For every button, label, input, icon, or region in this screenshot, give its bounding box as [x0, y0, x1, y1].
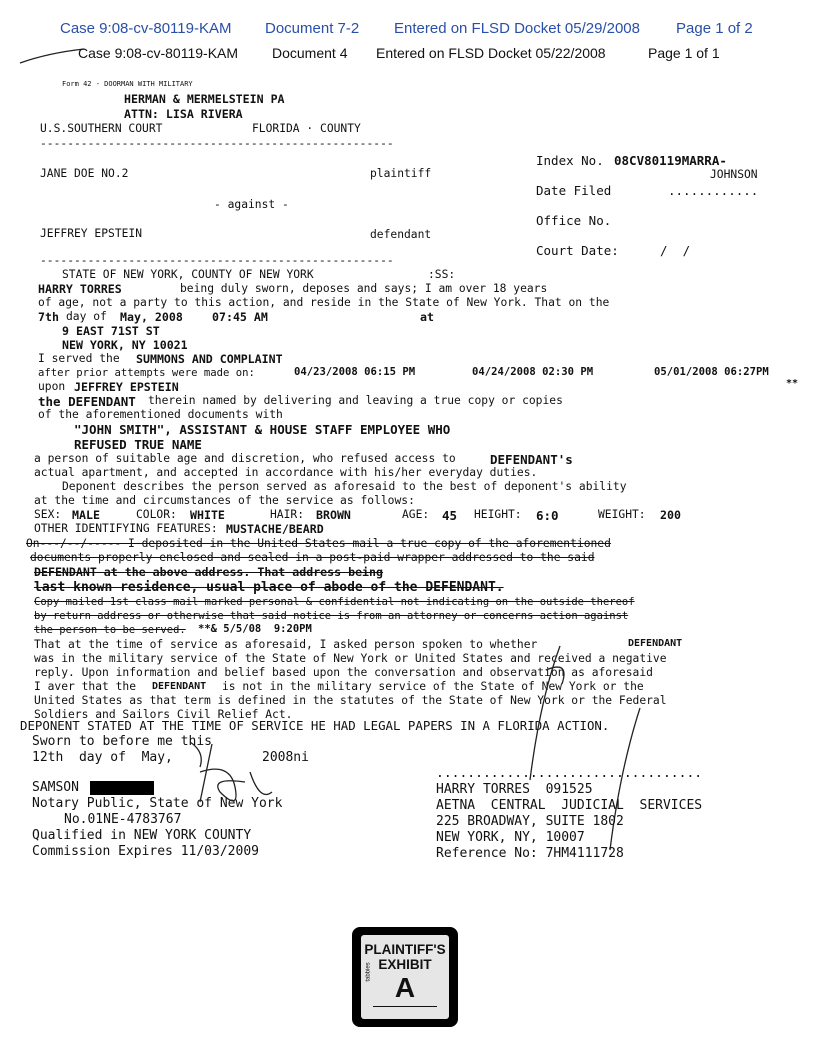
military-defendant: DEFENDANT	[628, 638, 683, 649]
filing-document: Document 7-2	[265, 20, 360, 37]
service-day: 7th	[38, 310, 59, 324]
sex-value: MALE	[72, 508, 100, 522]
hair-label: HAIR:	[270, 508, 305, 521]
jurat-year: 2008ni	[262, 750, 309, 765]
date-filed-label: Date Filed	[536, 183, 612, 198]
inner-page: Page 1 of 1	[648, 45, 720, 61]
military-line: reply. Upon information and belief based upon the conversation and observation as aforesaid	[34, 666, 653, 679]
firm-name: HERMAN & MERMELSTEIN PA	[124, 92, 285, 106]
court-date-label: Court Date:	[536, 243, 619, 258]
server-reference: Reference No: 7HM4111728	[436, 846, 624, 861]
jurat-sworn: Sworn to before me this	[32, 734, 213, 749]
jurat-day: 12th day of May,	[32, 750, 173, 765]
struck-line: last known residence, usual place of abode of the DEFENDANT.	[34, 580, 504, 595]
date-filed-value: ............	[668, 183, 759, 198]
struck-line: DEFENDANT at the above address. That address being	[34, 565, 384, 579]
affidavit-line: being duly sworn, deposes and says; I am over 18 years	[180, 282, 548, 295]
features-value: MUSTACHE/BEARD	[226, 522, 324, 536]
filing-page: Page 1 of 2	[676, 20, 753, 37]
service-time: 07:45 AM	[212, 310, 268, 324]
firm-attn: ATTN: LISA RIVERA	[124, 107, 243, 121]
server-name-id: HARRY TORRES 091525	[436, 782, 593, 797]
redaction-box	[90, 781, 154, 795]
struck-line: the person to be served.	[34, 624, 186, 636]
service-address-1: 9 EAST 71ST ST	[62, 324, 160, 338]
affidavit-line: of age, not a party to this action, and reside in the State of New York. That on the	[38, 296, 610, 309]
notary-signature	[160, 732, 280, 822]
affidavit-line: at the time and circumstances of the service as follows:	[34, 494, 415, 507]
server-signature-2	[580, 700, 660, 860]
exhibit-vendor: tabbies	[365, 962, 372, 982]
affidavit-line: of the aforementioned documents with	[38, 408, 283, 421]
color-value: WHITE	[190, 508, 225, 522]
military-line: I aver that the	[34, 680, 137, 693]
server-address-2: NEW YORK, NY, 10007	[436, 830, 585, 845]
venue: STATE OF NEW YORK, COUNTY OF NEW YORK	[62, 268, 314, 281]
exhibit-underline	[373, 1006, 437, 1007]
inner-entered: Entered on FLSD Docket 05/22/2008	[376, 45, 606, 61]
service-address-2: NEW YORK, NY 10021	[62, 338, 188, 352]
divider-top: ----------------------------------------------------	[40, 137, 394, 150]
signature-line: ..................................	[436, 766, 703, 781]
sex-label: SEX:	[34, 508, 62, 521]
military-line: was in the military service of the State of New York or United States and received a negative	[34, 652, 667, 665]
against-text: - against -	[214, 198, 289, 211]
the-defendant: the DEFENDANT	[38, 394, 136, 409]
recipient-line-2: REFUSED TRUE NAME	[74, 437, 202, 452]
struck-line: Copy mailed 1st class mail marked personal & confidential not indicating on the outside thereof	[34, 596, 635, 608]
defendant-name: JEFFREY EPSTEIN	[40, 227, 143, 240]
affidavit-line: a person of suitable age and discretion, who refused access to	[34, 452, 456, 465]
age-label: AGE:	[402, 508, 430, 521]
exhibit-letter: A	[394, 972, 416, 1003]
affidavit-line: actual apartment, and accepted in accordance with his/her everyday duties.	[34, 466, 538, 479]
filing-case: Case 9:08-cv-80119-KAM	[60, 20, 232, 37]
handwritten-stars: **	[786, 378, 799, 389]
court-county: FLORIDA · COUNTY	[252, 122, 361, 135]
military-line: United States as that term is defined in the statutes of the State of New York or the Federal	[34, 694, 667, 707]
age-value: 45	[442, 508, 458, 523]
exhibit-line-2: EXHIBIT	[378, 957, 432, 972]
service-date: May, 2008	[120, 310, 183, 324]
court-date-value: / /	[660, 243, 691, 258]
server-address-1: 225 BROADWAY, SUITE 1802	[436, 814, 624, 829]
index-value: 08CV80119MARRA-	[614, 153, 727, 168]
defendant-role: defendant	[370, 228, 432, 241]
inner-case: Case 9:08-cv-80119-KAM	[78, 45, 239, 61]
weight-value: 200	[660, 508, 681, 522]
exhibit-line-1: PLAINTIFF'S	[364, 942, 446, 957]
military-line: Soldiers and Sailors Civil Relief Act.	[34, 708, 293, 721]
notary-title: Notary Public, State of New York	[32, 796, 283, 811]
struck-line: by return address or otherwise that said notice is from an attorney or concerns action against	[34, 610, 629, 622]
venue-ss: :SS:	[428, 268, 456, 281]
index-label: Index No.	[536, 153, 604, 168]
attempt-2: 04/24/2008 02:30 PM	[472, 366, 594, 378]
height-value: 6:0	[536, 508, 559, 523]
served-documents: SUMMONS AND COMPLAINT	[136, 352, 283, 366]
defendants-word: DEFENDANT's	[490, 452, 573, 467]
office-label: Office No.	[536, 213, 612, 228]
struck-line: On---/--/----- I deposited in the United States mail a true copy of the aforementioned	[26, 537, 611, 550]
index-value-2: JOHNSON	[710, 168, 758, 181]
attempt-1: 04/23/2008 06:15 PM	[294, 366, 416, 378]
handwritten-correction: **& 5/5/08 9:20PM	[198, 623, 312, 635]
affidavit-line: therein named by delivering and leaving a true copy or copies	[148, 394, 563, 407]
notary-name: SAMSON	[32, 780, 79, 795]
recipient-line-1: "JOHN SMITH", ASSISTANT & HOUSE STAFF EMPLOYEE WHO	[74, 422, 451, 437]
affidavit-line: I served the	[38, 352, 120, 365]
notary-expires: Commission Expires 11/03/2009	[32, 844, 259, 859]
attempts-label: after prior attempts were made on:	[38, 367, 255, 379]
inner-document: Document 4	[272, 45, 348, 61]
features-label: OTHER IDENTIFYING FEATURES:	[34, 522, 218, 535]
plaintiff-role: plaintiff	[370, 167, 432, 180]
server-name: HARRY TORRES	[38, 282, 122, 296]
height-label: HEIGHT:	[474, 508, 522, 521]
affidavit-line: day of	[66, 310, 107, 323]
server-company: AETNA CENTRAL JUDICIAL SERVICES	[436, 798, 703, 813]
notary-number: No.01NE-4783767	[64, 812, 182, 827]
military-defendant: DEFENDANT	[152, 681, 207, 692]
struck-line: documents properly enclosed and sealed in a post-paid wrapper addressed to the said	[30, 551, 595, 564]
affidavit-line: upon	[38, 380, 66, 393]
plaintiff-name: JANE DOE NO.2	[40, 167, 129, 180]
military-line: That at the time of service as aforesaid, I asked person spoken to whether	[34, 638, 538, 651]
exhibit-sticker	[352, 927, 458, 1027]
server-signature	[510, 640, 590, 790]
court-name: U.S.SOUTHERN COURT	[40, 122, 163, 135]
notary-qualified: Qualified in NEW YORK COUNTY	[32, 828, 252, 843]
affidavit-line: Deponent describes the person served as aforesaid to the best of deponent's ability	[62, 480, 627, 493]
weight-label: WEIGHT:	[598, 508, 646, 521]
filing-entered: Entered on FLSD Docket 05/29/2008	[394, 20, 640, 37]
hair-value: BROWN	[316, 508, 351, 522]
attempt-3: 05/01/2008 06:27PM	[654, 366, 769, 378]
added-statement: DEPONENT STATED AT THE TIME OF SERVICE HE HAD LEGAL PAPERS IN A FLORIDA ACTION.	[20, 718, 610, 733]
military-line: is not in the military service of the State of New York or the	[222, 680, 644, 693]
divider-bottom: ----------------------------------------------------	[40, 254, 394, 267]
color-label: COLOR:	[136, 508, 177, 521]
affidavit-at: at	[420, 310, 434, 324]
upon-name: JEFFREY EPSTEIN	[74, 380, 179, 394]
form-label: Form 42 - DOORMAN WITH MILITARY	[62, 80, 193, 88]
